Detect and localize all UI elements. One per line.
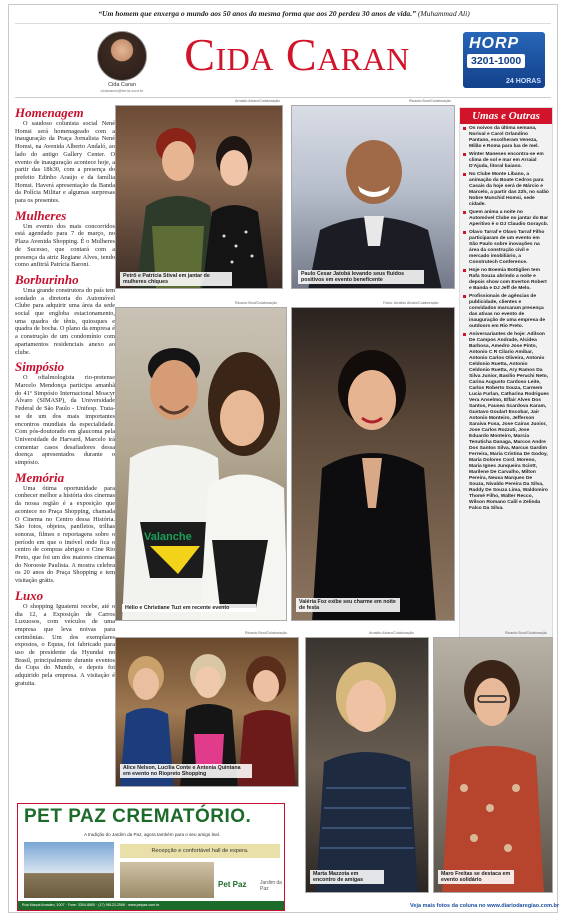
newspaper-page [8, 4, 558, 913]
list-item: Aniversariantes de hoje: Adilson De Campos Andrade, Alcidea Barbosa, Amedro Jose Pinto, Antonio C R Cilario Amibar, Antonio Carlos Oliveira, Antonio Celdonio Ruetta, Antonio Celdonio Ruetta, Ary Ramos Da Silva Junior, Basilio Peruchi Neto, Carina Augusto Cardoso Leite, Carlos Roberto Souza, Carmem Lucia Furlan, Catharina Rodrigues Vera Anselmo, Elfair Alves Dos Santos, Fausea Scardova Karam, Gustavo Goulart Escobar, Jair Antonio Monteiro, Jefferson Saraiva Fusa, Jose Cairas Junior, Jose Carlos Rozzuti, Jose Eduardo Monteiro, Marcia Tenuticha Danaga, Marcos Andre Dos Santos Silva, Marcus Gardim Ferreira, Maria Cristina De Godoy, Maria Dolores Cord. Moreno, Maria Ignes Junqueira Scintt, Marilene De Carvalho, Milton Pereira, Neusa Marques De Souza, Nivaldo Pereira Da Silva, Raddy De Souza Lima, Waldomiro Thomé Filho, Walter Recco, Wilson Romano Calil e Zelinda Falco Da Silva. [463, 332, 549, 512]
photo-jatoba-image [292, 106, 455, 289]
photo-valeria-foz[interactable] [291, 307, 455, 621]
horp-ad[interactable] [463, 32, 545, 88]
photo-tuzi[interactable] [115, 307, 287, 621]
avatar-label: Cida Caran [108, 82, 136, 88]
shirt-print-text: Valanche [144, 531, 192, 543]
section-text: O oftalmologista rio-pretense Marcelo Mendonça participa amanhã do 41º Simpósio Internacional Moacyr Álvaro (SIMASP), da Universidade Federal de São Paulo - Unifesp. Trata-se de um dos mais importantes encontros mundiais da especialidade. Com pós-doutorado em glaucoma pela Universidade de Harvard, Marcelo irá comentar casos desafiadores dessa doença apresentados durante o simpósio. [15, 374, 115, 467]
list-item: Winter Maneses encontra-se em clima de sol e mar em Arraial D'Ajuda, litoral baiano. [463, 152, 549, 170]
section-text: Um evento dos mais concorridos está agendado para 7 de março, no Plaza Avenida Shopping. É o Mulheres de Sucesso, que contará com a presença da atriz Regiane Alves, tendo como anfitriã Patrícia Baroni. [15, 222, 115, 269]
photo-caption: Petrô e Patrícia Stival em jantar de mulheres chiques [120, 272, 232, 286]
masthead-title: Cida Caran [184, 29, 410, 80]
umas-e-outras-title: Umas e Outras [460, 108, 552, 124]
photo-marta-image [306, 638, 429, 893]
photo-stival[interactable] [115, 105, 283, 289]
section-title: Borburinho [15, 271, 79, 287]
photo-caption: Hélio e Christiane Tuzi em recente evento [122, 604, 256, 612]
photo-marta-mazzota[interactable] [305, 637, 429, 893]
list-item: Hoje no Boemia Bottiglien tem Rafa Souza abrindo a noite e depois show com Everton Robert e Banda e DJ Jeff de Melo. [463, 268, 549, 292]
news-item-mulheres [15, 208, 115, 269]
section-title: Memória [15, 469, 65, 485]
news-item-simposio [15, 359, 115, 466]
section-text: O shopping Iguatemi recebe, até o dia 12, a Exposição de Carros Luxuosos, com veículos de uma empresa que leva noivas para cerimônias. Um dos exemplares expostos, o Equus, foi fabricado para uso de presidente da Hyundai no Brasil, principalmente durante eventos da Copa do Mundo, e depois foi adquirido pela empresa. A visitação é gratuita. [15, 602, 115, 687]
avatar-email: cidacaran@terra.com.br [100, 88, 144, 93]
section-text: Uma grande construtora do país tem sondado a diretoria do Automóvel Clube para adquirir uma área da sede social que engloba estacionamento, uma quadra de tênis, quiosques e quadra de bocha. O plano da empresa é a construção de um condomínio com apartamentos residenciais anexo ao clube. [15, 286, 115, 356]
list-item: Os noivos da última semana, Norival e Carol Orlandino Pantano, escolheram Veneza, Milão e Roma para lua de mel. [463, 126, 549, 150]
photo-tuzi-image [116, 308, 287, 621]
pet-paz-building-image [24, 842, 114, 898]
quote-text: “Um homem que enxerga o mundo aos 50 anos da mesma forma que aos 20 perdeu 30 anos de vida.” [98, 9, 416, 18]
photo-credit: Fotos: Arnaldo Alvaro/Colaboração [383, 301, 439, 305]
photo-alice-lucilia-antenia[interactable] [115, 637, 299, 787]
photo-credit: Arnaldo Alvaro/Colaboração [235, 99, 280, 103]
jardim-da-paz-logo: Jardim da Paz [260, 880, 282, 892]
pet-paz-subtitle: A tradição do Jardim da Paz, agora também para o seu amigo leal. [83, 832, 221, 837]
pet-paz-band: Recepção e confortável hall de espera. [120, 844, 280, 858]
photo-stival-image [116, 106, 283, 289]
section-text: Uma ótima oportunidade para conhecer melhor a história dos cinemas da nossa região é a exposição que acontece no Praça Shopping, chamada O Cinema no Centro dessa História. São fotos, objetos, panfletos, trilhas sonoras, filmes e reportagens sobre o período em que o imóvel onde fica o centro de compras abrigou o Cine Rio Preto, que foi um dos maiores cinemas do Noroeste Paulista. A mostra celebra os 20 anos do Praça Shopping e tem visitação grátis. [15, 484, 115, 585]
photo-caption: Maro Freitas se destaca em evento solidário [438, 870, 514, 884]
list-item: No Clube Monte Líbano, a animação da Boate Cedros para Casais da hoje será de Márcio e Marcelo, a partir das 22h, no salão Nobre Munchid Homsi, sede cidade. [463, 172, 549, 208]
header-separator [15, 97, 551, 98]
photo-credit: Ricardo Boni/Colaboração [245, 631, 287, 635]
news-item-luxo [15, 588, 115, 688]
photo-credit: Ricardo Boni/Colaboração [235, 301, 277, 305]
columnist-avatar [97, 31, 147, 81]
photo-caption: Alice Nelson, Lucília Conte e Antenia Quintana em evento no Riopreto Shopping [120, 764, 252, 778]
horp-brand: HORP [469, 35, 520, 52]
photo-jatoba[interactable] [291, 105, 455, 289]
quote-author: (Muhammad Ali) [417, 9, 470, 18]
umas-e-outras-list [460, 124, 552, 516]
photo-credit: Ricardo Boni/Colaboração [505, 631, 547, 635]
list-item: Profissionais de agências de publicidade, clientes e convidados marcaram presença das ativas no evento de inauguração de uma empresa de outdoors em Rio Preto. [463, 294, 549, 330]
news-item-borburinho [15, 272, 115, 356]
pet-paz-footer: Rua Marçal Amadeo, 1007 · Fone: 3304-8800 · (17) 98123-2598 · www.petpaz.com.br [18, 901, 284, 910]
header-rule [15, 23, 551, 24]
photo-maro-image [434, 638, 553, 893]
news-item-memoria [15, 470, 115, 585]
list-item: Quem anima a noite no Automóvel Clube no jantar do Bar Aperitivo é o DJ Claudio Goraycb. [463, 210, 549, 228]
section-title: Luxo [15, 587, 44, 603]
section-title: Simpósio [15, 359, 65, 375]
photo-caption: Valéria Foz exibe seu charme em noite de festa [296, 598, 400, 612]
news-item-homenagem [15, 105, 115, 205]
section-title: Mulheres [15, 207, 67, 223]
list-item: Olavo Tarraf e Olavo Tarraf Filho participaram de um evento em São Paulo sobre inovações na área da construção civil e mercado imobiliário, a Construtech Conference. [463, 230, 549, 266]
more-photos-link[interactable]: Veja mais fotos da coluna no www.diariodaregiao.com.br [410, 903, 559, 909]
photo-valeria-foz-image [292, 308, 455, 621]
pet-paz-logo: Pet Paz [218, 880, 247, 889]
pet-paz-headline: PET PAZ CREMATÓRIO. [24, 806, 252, 827]
pet-paz-interior-image [120, 862, 214, 898]
photo-caption: Paulo Cesar Jatobá levando seus fluidos positivos em evento beneficente [298, 270, 424, 284]
photo-caption: Marta Mazzota em encontro de amigas [310, 870, 384, 884]
left-news-column [15, 103, 115, 798]
horp-24h-badge: 24 HORAS [505, 78, 541, 85]
photo-credit: Arnaldo Alvaro/Colaboração [369, 631, 414, 635]
header-quote [9, 9, 559, 18]
photo-credit: Ricardo Boni/Colaboração [409, 99, 451, 103]
pet-paz-ad[interactable] [17, 803, 285, 911]
horp-phone: 3201-1000 [467, 54, 525, 68]
photo-maro-freitas[interactable] [433, 637, 553, 893]
section-title: Homenagem [15, 105, 84, 120]
section-text: O saudoso colunista social Nené Homsi será homenageado com a inauguração da Praça Jornalista Nené Homsi, na Avenida Alberto Andaló, ao lado do antigo Gallery Center. O evento de inauguração acontece hoje, a partir das 18h30, com a presença do prefeito Edinho Araújo e da família Homsi. Haverá apresentação da Banda da Polícia Militar e algumas surpresas para os presentes. [15, 120, 115, 205]
